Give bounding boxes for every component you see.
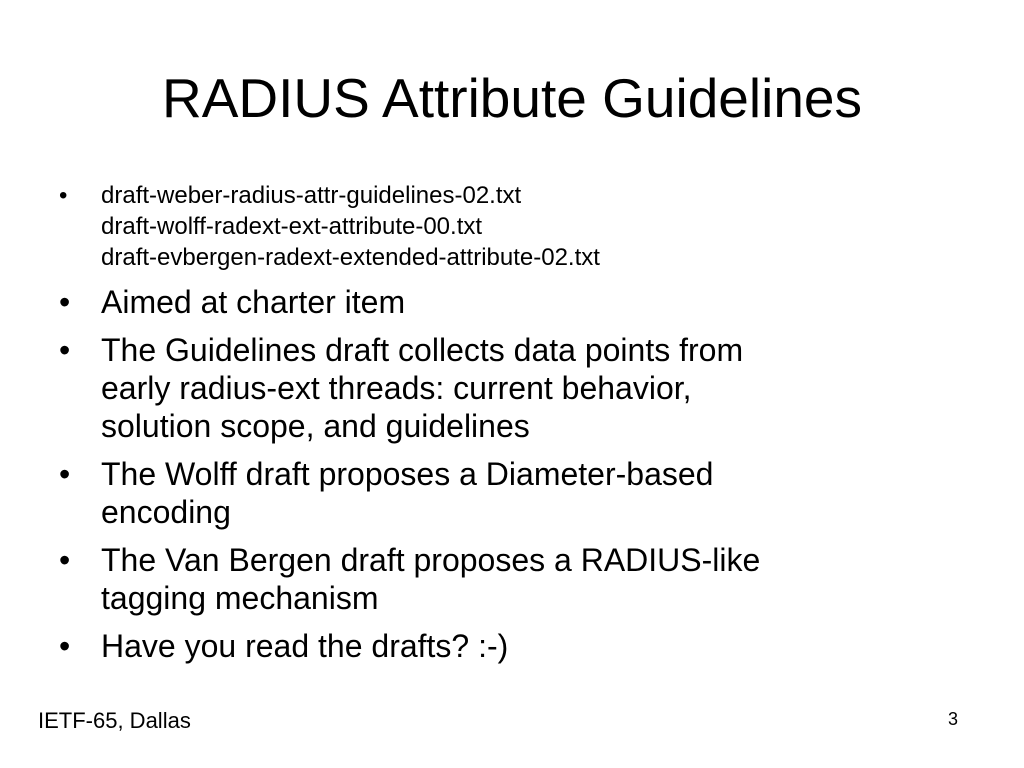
bullet-line: draft-weber-radius-attr-guidelines-02.txt bbox=[101, 182, 522, 209]
bullet-line: encoding bbox=[101, 494, 231, 530]
slide-page-number: 3 bbox=[948, 709, 959, 729]
bullet-item-guidelines-draft bbox=[56, 331, 956, 445]
bullet-line: The Van Bergen draft proposes a RADIUS-like bbox=[101, 542, 761, 578]
bullet-item-question bbox=[56, 627, 956, 665]
bullet-item-drafts bbox=[56, 180, 956, 273]
bullet-item-wolff-draft bbox=[56, 455, 956, 531]
bullet-dot-icon: • bbox=[59, 456, 71, 492]
bullet-line: solution scope, and guidelines bbox=[101, 408, 530, 444]
bullet-dot-icon: • bbox=[59, 628, 71, 664]
bullet-line: tagging mechanism bbox=[101, 580, 379, 616]
bullet-line: Aimed at charter item bbox=[101, 284, 406, 320]
bullet-line: Have you read the drafts? :-) bbox=[101, 628, 509, 664]
bullet-line: draft-evbergen-radext-extended-attribute-02.txt bbox=[101, 244, 600, 271]
bullet-list bbox=[56, 180, 956, 675]
bullet-dot-icon: • bbox=[59, 182, 68, 209]
footer-event-label: IETF-65, Dallas bbox=[38, 708, 191, 733]
bullet-dot-icon: • bbox=[59, 332, 71, 368]
bullet-line: draft-wolff-radext-ext-attribute-00.txt bbox=[101, 213, 483, 240]
bullet-dot-icon: • bbox=[59, 542, 71, 578]
bullet-line: The Wolff draft proposes a Diameter-based bbox=[101, 456, 714, 492]
bullet-dot-icon: • bbox=[59, 284, 71, 320]
bullet-line: early radius-ext threads: current behavior, bbox=[101, 370, 692, 406]
bullet-line: The Guidelines draft collects data points from bbox=[101, 332, 744, 368]
bullet-item-charter bbox=[56, 283, 956, 321]
slide-title: RADIUS Attribute Guidelines bbox=[161, 67, 863, 129]
bullet-item-van-bergen-draft bbox=[56, 541, 956, 617]
